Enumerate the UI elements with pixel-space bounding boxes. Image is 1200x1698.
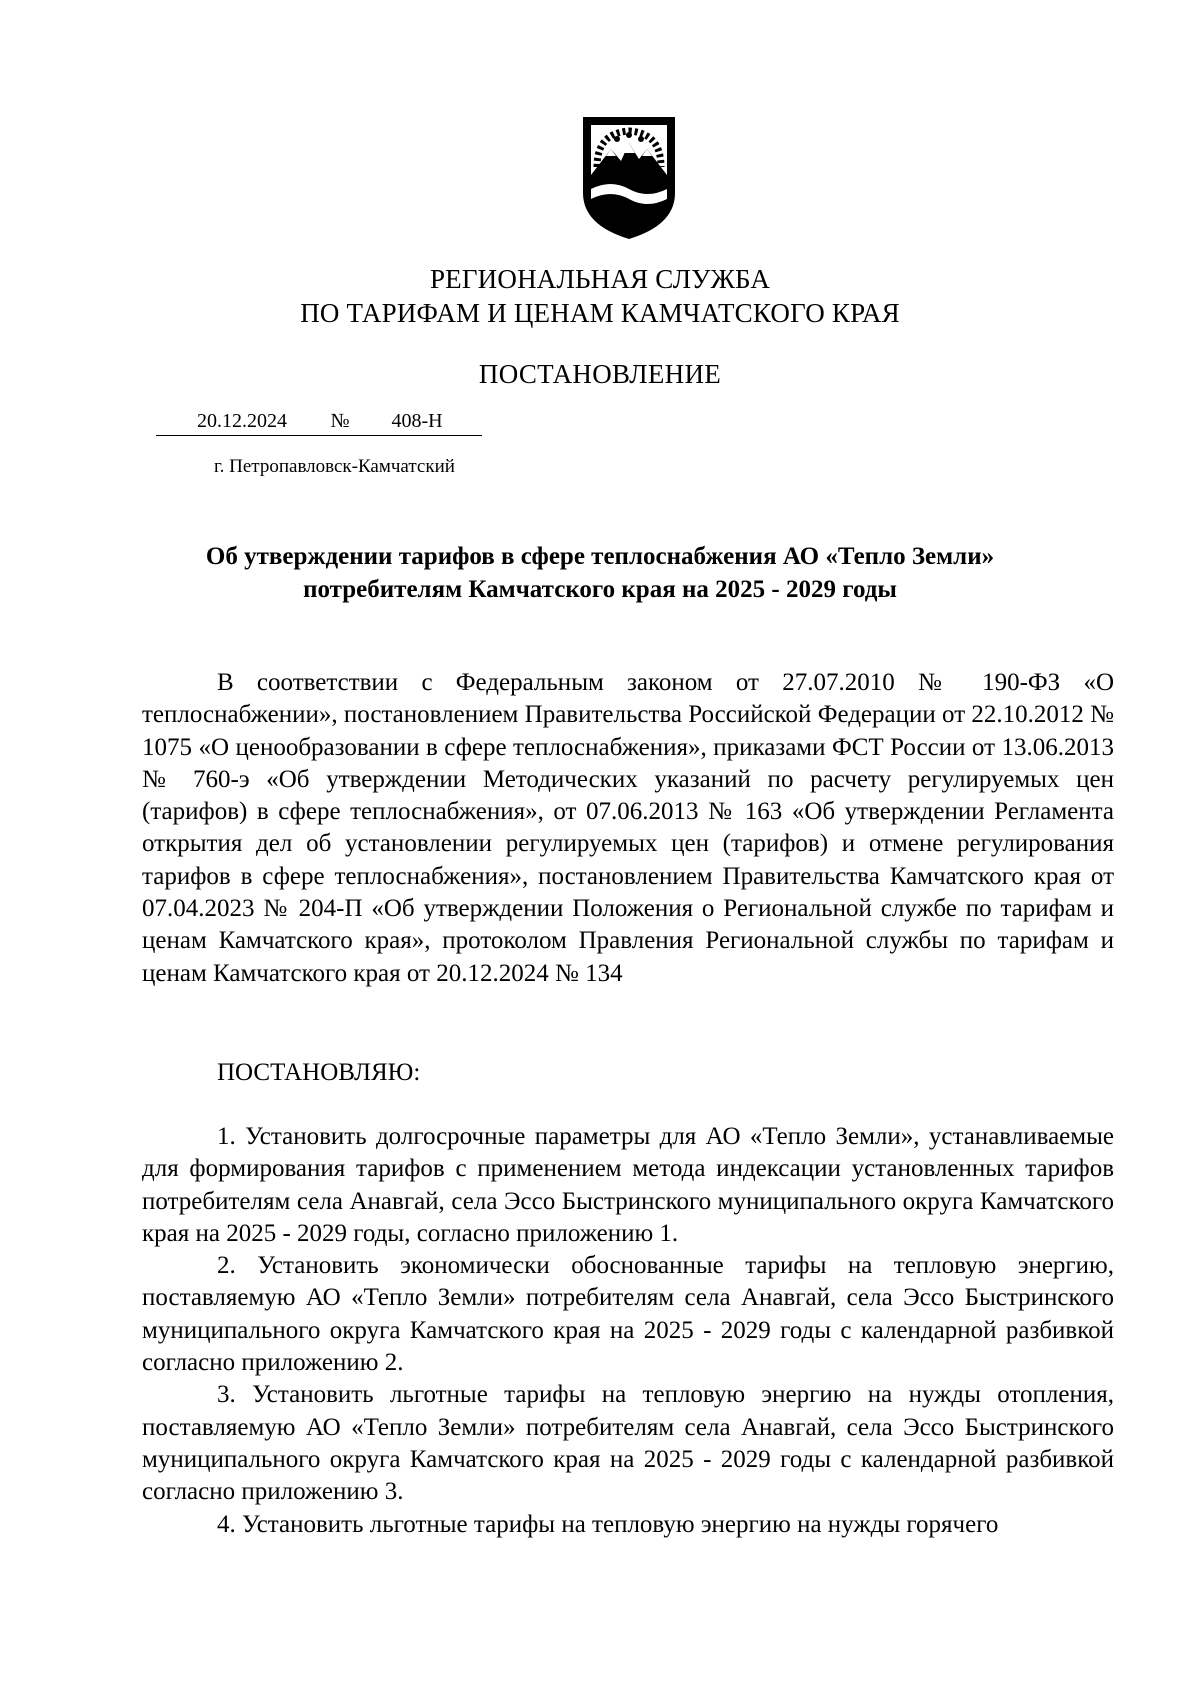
preamble-paragraph: В соответствии с Федеральным законом от 27.07.2010 № 190-ФЗ «О теплоснабжении», постановлением Правительства Российской Федерации от 22.10.2012 № 1075 «О ценообразовании в сфере теплоснабжения», приказами ФСТ России от 13.06.2013 № 760-э «Об утверждении Методических указаний по расчету регулируемых цен (тарифов) в сфере теплоснабжения», от 07.06.2013 № 163 «Об утверждении Регламента открытия дел об установлении регулируемых цен (тарифов) и отмене регулирования тарифов в сфере теплоснабжения», постановлением Правительства Камчатского края от 07.04.2023 № 204-П «Об утверждении Положения о Региональной службе по тарифам и ценам Камчатского края», протоколом Правления Региональной службы по тарифам и ценам Камчатского края от 20.12.2024 № 134	[142, 669, 1114, 987]
resolve-word: ПОСТАНОВЛЯЮ:	[217, 1059, 421, 1086]
organization-title-line-1: РЕГИОНАЛЬНАЯ СЛУЖБА	[429, 264, 771, 294]
preamble-block	[142, 667, 1114, 990]
organization-title	[0, 262, 1200, 330]
kamchatka-coat-of-arms-icon	[577, 109, 681, 241]
registration-date: 20.12.2024	[156, 407, 328, 436]
document-subject-line-1: Об утверждении тарифов в сфере теплоснабжения АО «Тепло Земли»	[205, 543, 995, 570]
resolution-item-1: 1. Установить долгосрочные параметры для АО «Тепло Земли», устанавливаемые для формирования тарифов с применением метода индексации установленных тарифов потребителям села Анавгай, села Эссо Быстринского муниципального округа Камчатского края на 2025 - 2029 годы, согласно приложению 1.	[142, 1123, 1114, 1247]
registration-number-sign: №	[328, 407, 352, 436]
organization-title-line-2: ПО ТАРИФАМ И ЦЕНАМ КАМЧАТСКОГО КРАЯ	[300, 298, 900, 328]
document-subject	[0, 540, 1200, 606]
city-name: г. Петропавловск-Камчатский	[214, 456, 455, 477]
registration-number: 408-Н	[352, 407, 482, 436]
resolution-item-4: 4. Установить льготные тарифы на тепловую энергию на нужды горячего	[217, 1510, 999, 1538]
resolution-items	[142, 1121, 1114, 1541]
document-type: ПОСТАНОВЛЕНИЕ	[478, 359, 722, 389]
resolution-item-3: 3. Установить льготные тарифы на тепловую энергию на нужды отопления, поставляемую АО «Тепло Земли» потребителям села Анавгай, села Эссо Быстринского муниципального округа Камчатского края на 2025 - 2029 годы с календарной разбивкой согласно приложению 3.	[142, 1381, 1114, 1506]
resolution-item-2: 2. Установить экономически обоснованные тарифы на тепловую энергию, поставляемую АО «Тепло Земли» потребителям села Анавгай, села Эссо Быстринского муниципального округа Камчатского края на 2025 - 2029 годы с календарной разбивкой согласно приложению 2.	[142, 1252, 1114, 1377]
document-subject-line-2: потребителям Камчатского края на 2025 - 2029 годы	[303, 576, 897, 603]
